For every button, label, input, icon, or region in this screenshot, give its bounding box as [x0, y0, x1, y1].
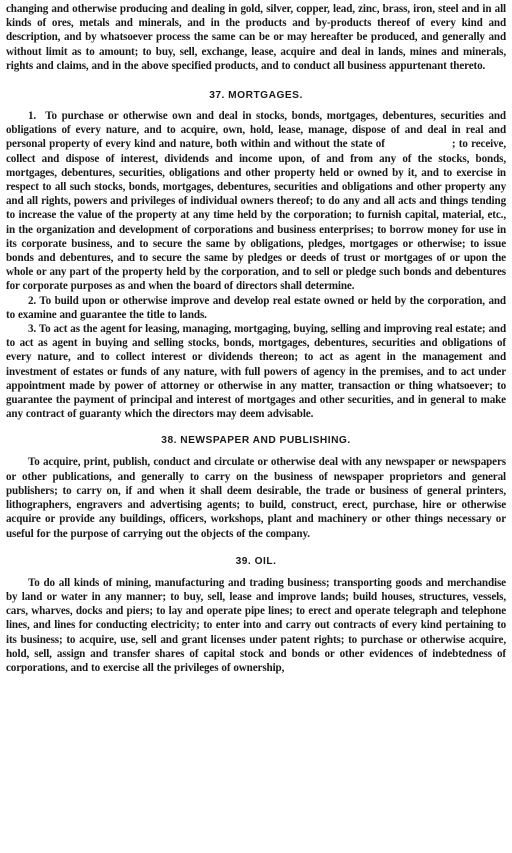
newspaper-paragraph: To acquire, print, publish, conduct and circulate or otherwise deal with any newspaper or newspapers or other publications, and generally to carry on the business of newspaper proprietors and general publishers; to carry on, if and when it shall deem desirable, the trade or business of general printers, lithographers, engravers and advertising agents; to build, construct, erect, purchase, hire or otherwise acquire or provide any buildings, officers, workshops, plant and machinery or other things necessary or useful for the purpose of carrying out the objects of the company.	[6, 456, 506, 540]
section-heading-mortgages: 37. MORTGAGES.	[209, 90, 303, 102]
section-heading-oil: 39. OIL.	[235, 555, 277, 567]
section-heading-newspaper: 38. NEWSPAPER AND PUBLISHING.	[161, 435, 351, 447]
mortgages-clause-1: 1. To purchase or otherwise own and deal in stocks, bonds, mortgages, debentures, securities and obligations of every nature, and to acquire, own, hold, lease, manage, dispose of and deal in real and personal property of every kind and nature, both within and without the state of ; to receive, collect and dispose of interest, dividends and income upon, of and from any of the stocks, bonds, mortgages, debentures, securities, obligations and other property held or owned by it, and to exercise in respect to all such stocks, bonds, mortgages, debentures, securities and obligations and other property any and all rights, powers and privileges of individual owners thereof; to do any and all acts and things tending to increase the value of the property at any time held by the corporation; to furnish capital, material, etc., in the organization and development of corporations and business enterprises; to borrow money for use in its corporate business, and to secure the same by obligations, pledges, mortgages or otherwise; to issue bonds and debentures, and to secure the same by pledges or deeds of trust or mortgages of or upon the whole or any part of the property held by the corporation, and to sell or pledge such bonds and debentures for corporate purposes as and when the board of directors shall determine.	[6, 110, 509, 293]
mortgages-clause-2: 2. To build upon or otherwise improve and develop real estate owned or held by the corporation, and to examine and guarantee the title to lands.	[6, 294, 506, 321]
mortgages-clause-3: 3. To act as the agent for leasing, managing, mortgaging, buying, selling and improving real estate; and to act as agent in buying and selling stocks, bonds, mortgages, debentures, securities and obligations of every nature, and to collect interest or dividends thereon; to act as agent in the management and investment of estates or funds of any nature, with full powers of agency in the premises, and to act under appointment made by power of attorney or otherwise in any matter, transaction or thing whatsoever; to guarantee the payment of principal and interest of mortgages and other securities, and in general to make any contract of guaranty which the directors may deem advisable.	[6, 323, 506, 421]
oil-paragraph: To do all kinds of mining, manufacturing and trading business; transporting goods and merchandise by land or water in any manner; to buy, sell, lease and improve lands; build houses, structures, vessels, cars, wharves, docks and piers; to lay and operate pipe lines; to erect and operate telegraph and telephone lines, and lines for conducting electricity; to enter into and carry out contracts of every kind pertaining to its business; to acquire, use, sell and grant licenses under patent rights; to purchase or otherwise acquire, hold, sell, assign and transfer shares of capital stock and bonds or other evidences of indebtedness of corporations, and to exercise all the privileges of ownership,	[6, 576, 506, 674]
intro-paragraph: changing and otherwise producing and dealing in gold, silver, copper, lead, zinc, brass, iron, steel and in all kinds of ores, metals and minerals, and in the products and by-products thereof of every kind and description, and by whatsoever process the same can be or may hereafter be produced, and generally and without limit as to amount; to buy, sell, exchange, lease, acquire and deal in lands, mines and minerals, rights and claims, and in the above specified products, and to conduct all business appurtenant thereto.	[6, 3, 506, 72]
